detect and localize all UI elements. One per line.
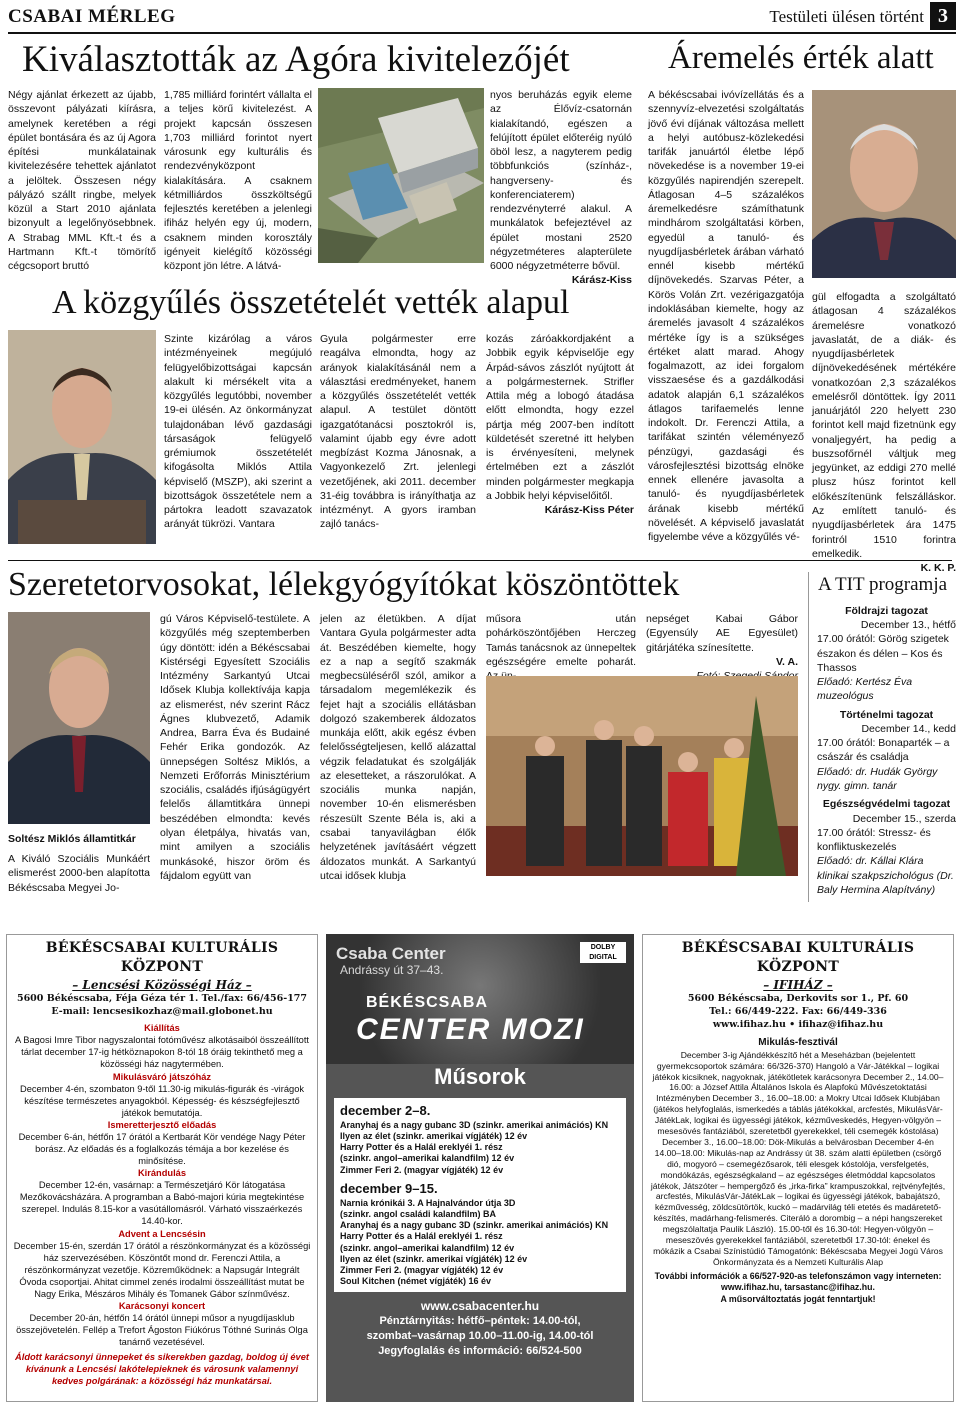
ad-right-address: 5600 Békéscsaba, Derkovits sor 1., Pf. 60 — [687, 993, 909, 1005]
ad-left-item-text: December 20-án, hétfőn 14 órától ünnepi műsor a nyugdíjasklub összejövetelén. Fellép a Trefort Ágoston Fiúkórus Tóthné Surinás Olga tanárnő vezetésével. — [16, 1313, 308, 1348]
mozi-list1 — [340, 1120, 620, 1176]
tit-block-2 — [817, 708, 956, 794]
ad-left-title: BÉKÉSCSABAI KULTURÁLIS KÖZPONT — [45, 940, 279, 976]
agora-rendering-image — [318, 88, 484, 263]
group-photo — [486, 676, 798, 876]
mozi-hours2: szombat–vasárnap 10.00–11.00-ig, 14.00-tól — [366, 1329, 594, 1342]
movie-item: Ilyen az élet (szinkr. amerikai vígjáték) 12 év — [340, 1253, 528, 1264]
tit-heading: Történelmi tagozat — [839, 708, 934, 721]
szeretet-col3: jelen az életükben. A díjat Vantara Gyula polgármester adta át. Beszédében kiemelte, hogy ez a nap a segítő szakmák megbecsüléséről szól, amikor a társadalom megemlékezik és fejet hajt a szociális ellátásban dolgozó szakemberek áldozatos munkája előtt, akik egész évben felelősségteljesen, kellő alázattal végzik feladatukat és szolgálják az elesetteket, a rászorulókat. A szociális munka napján, november 10-én elismerésben részesült Szente Béla is, aki a csabai tanyavilágban élők helyzetének javításáért végzett áldozatos munkát. A Sarkantyú utcai idősek klubja — [320, 613, 476, 882]
szarvas-peter-photo — [812, 90, 956, 278]
aremeles-headline: Áremelés érték alatt — [668, 40, 934, 76]
kozgyules-signature: Kárász-Kiss Péter — [544, 504, 634, 517]
agora-signature: Kárász-Kiss — [571, 274, 632, 287]
movie-item: Harry Potter és a Halál ereklyéi 1. rész — [340, 1142, 503, 1153]
ad-right-title: BÉKÉSCSABAI KULTURÁLIS KÖZPONT — [681, 940, 915, 976]
ad-right-rights: A műsorváltoztatás jogát fenntartjuk! — [720, 1293, 876, 1304]
tit-date: December 14., kedd — [861, 722, 956, 735]
aremeles-signature: K. K. P. — [920, 562, 956, 575]
tit-speaker: Előadó: dr. Kállai Klára klinikai szakpszichológus (Dr. Baly Hermina Alapítvány) — [817, 855, 954, 896]
movie-item: Aranyhaj és a nagy gubanc 3D (szinkr. amerikai animációs) KN — [340, 1220, 609, 1230]
mozi-week2: december 9–15. — [340, 1180, 438, 1196]
szeretet-col4: műsora után pohárköszöntőjében Herczeg Tamás tanácsnok az ünnepeltek egészségére emelte poharát. — [486, 613, 637, 668]
ad-left-item-text: December 12-én, vasárnap: a Természetjáró Kör látogatása Mezőkovácsházára. A programban a Babó-majori kúria megtekintése szerepel. Indulás 8.15-kor a vasútállomásról. Várható visszaérkezés 14.40-kor. — [19, 1180, 305, 1227]
section-divider — [8, 560, 952, 561]
mozi-logo: CENTER MOZI — [356, 1013, 585, 1046]
ad-left-item-heading: Advent a Lencsésin — [118, 1228, 206, 1239]
movie-item: Harry Potter és a Halál ereklyéi 1. rész — [340, 1231, 503, 1242]
tit-title: A TIT programja — [817, 574, 948, 595]
ad-left-item-text: December 6-án, hétfőn 17 órától a Kertbarát Kör vendége Nagy Péter borász. Az előadás és a foglalkozás témája a bor kezelése és minősítése. — [18, 1131, 306, 1167]
agora-col3-text: nyos beruházás egyik eleme az Élővíz-csatornán kialakítandó, egészen a felújított épület előteréig nyúló öböl lesz, a nagyterem pedig többfunkciós (színház-, hangverseny- és konferenciaterem) rendezvényterré alakul. A munkálatok befejeztével az épület mostani 2520 négyzetméteres alapterülete 6000 négyzetméterre bővül. — [490, 89, 632, 273]
center-mozi-ad — [326, 934, 634, 1402]
aremeles-col2-text: gül elfogadta a szolgáltató átlagosan 4 százalékos áremelésre vonatkozó javaslatát, de a diák- és nyugdíjasbérletek díjnövekedésének mértékére vonatkozóan 2,3 százalékos emelésről döntöttek. Így 2011 januárjától 220 helyett 230 forintot kell majd fizetnünk egy vonaljegyért, ha pedig a buszsofőrnél váltjuk meg jegyünket, az eddigi 270 mellé plusz húsz forintot kell előkészítenünk felszálláskor. Az említett tanuló- és nyugdíjasbérletek ára 1475 forintról 1510 forintra emelkedik. — [812, 291, 956, 560]
mozi-week1: december 2–8. — [340, 1102, 431, 1118]
movie-item: Zimmer Feri 2. (magyar vígjáték) 12 év — [340, 1164, 504, 1175]
ad-left-item-text: December 4-én, szombaton 9-től 11.30-ig mikulás-figurák és -virágok készítése természetes anyagokból. Képesség- és készségfejlesztő játékok bemutatója. — [19, 1083, 305, 1118]
tit-date: December 13., hétfő — [860, 619, 956, 632]
ad-left-closing: Áldott karácsonyi ünnepeket és sikerekben gazdag, boldog új évet kívánunk a Lencsési lakótelepieknek és városunk valamennyi kedves polgárának: a közösségi ház munkatársai. — [15, 1352, 309, 1387]
szeretet-col5 — [646, 612, 798, 683]
tit-speaker: Előadó: Kertész Éva muzeológus — [817, 676, 913, 703]
tit-block-3 — [817, 797, 956, 897]
agora-col1: Négy ajánlat érkezett az újabb, összevont pályázati kiírásra, amelynek keretében a régi épület bontására és az új Agora építési munkálatainak kivitelezésére tehettek ajánlatot a jelöltek. Összesen négy pályázó szállt ringbe, melyek közül a Start 2010 ajánlata bizonyult a legelőnyösebbnek. A Strabag MML Kft.-t és a Hartmann Kft.-t tömörítő cégcsoport bruttó — [8, 89, 156, 273]
movie-item: (szinkr. angol–amerikai kalandfilm) 12 év — [340, 1153, 515, 1164]
ad-right-phone: Tel.: 66/449-222. Fax: 66/449-336 — [709, 1006, 887, 1018]
ad-left-address: 5600 Békéscsaba, Féja Géza tér 1. Tel./fax: 66/456-177 — [16, 993, 308, 1005]
movie-item: Soul Kitchen (német vígjáték) 16 év — [340, 1276, 492, 1287]
ad-left-item-heading: Ismeretterjesztő előadás — [107, 1119, 217, 1130]
tit-box — [808, 572, 956, 902]
ad-left-item-heading: Karácsonyi koncert — [118, 1300, 206, 1311]
movie-item: Ilyen az élet (szinkr. amerikai vígjáték) 12 év — [340, 1130, 528, 1141]
kozgyules-col3-text: kozás záróakkordjaként a Jobbik egyik képviselője egy Árpád-sávos zászlót nyújtott át a polgármesternek. Strifler Attila még a lobogó átadása előtt elmondta, hogy ezzel pártja még 2007-ben indított küldetését szeretné itt helyben is érvényesíteni, melynek értelmében ezt a zászlót minden polgármester megkapja a Jobbik helyi képviselőitől. — [486, 333, 634, 502]
movie-item: Aranyhaj és a nagy gubanc 3D (szinkr. amerikai animációs) KN — [340, 1119, 609, 1130]
header-rule — [8, 32, 956, 34]
mozi-info: Jegyfoglalás és információ: 66/524-500 — [378, 1344, 582, 1357]
tit-text: 17.00 órától: Görög szigetek északon és délen – Kos és Thassos — [817, 633, 949, 674]
mozi-banner — [326, 934, 634, 1064]
ad-right-web[interactable]: www.ifihaz.hu • ifihaz@ifihaz.hu — [712, 1019, 884, 1031]
ad-left-items — [13, 1022, 311, 1348]
mozi-url[interactable]: www.csabacenter.hu — [420, 1298, 540, 1313]
szeretet-col2: gú Város Képviselő-testülete. A közgyűlés még szeptemberben úgy döntött: idén a Békéscsabai Kistérségi Egyesített Szociális Intézmény Sarkantyú Utcai Idősek Klubja kollektívája kapja az elismerést, név szerint Rácz Ágnes klubvezető, Adamik Andrea, Barra Éva és Budainé Fehér Erika gondozók. Az ünnepségen Soltész Miklós, a Nemzeti Erőforrás Minisztérium szociális, családés ifjúságügyért felelős államtitkára ünnepi beszédében elmondta: kevés olyan életpálya, hivatás van, mint amilyen a szociális munkásoké, hiszor öröm és fájdalom együtt van — [160, 613, 310, 882]
page-number: 3 — [930, 2, 956, 30]
movie-item: Narnia krónikái 3. A Hajnalvándor útja 3D — [340, 1197, 516, 1208]
tit-block-1 — [817, 604, 956, 704]
mozi-city: BÉKÉSCSABA — [366, 994, 489, 1011]
mozi-schedule — [334, 1098, 626, 1292]
tit-speaker: Előadó: dr. Hudák György nygy. gimn. tanár — [817, 765, 938, 793]
szeretet-col5-text: nepséget Kabai Gábor (Egyensúly AE Egyesület) gitárjátéka színesítette. — [646, 613, 798, 654]
szeretet-signature: V. A. — [776, 655, 798, 668]
mozi-list2 — [340, 1198, 620, 1288]
agora-col2: 1,785 milliárd forintért vállalta el a teljes körű kivitelezést. A projekt kapcsán összesen 1,703 milliárd forintot nyert városunk egy kulturális és rendezvényközpont kialakítására. A csaknem kétmilliárdos összköltségű fejlesztés keretében a jelenlegi ifiház helyén egy új, modern, csaknem minden korosztály igényeit kielégítő közösségi központ jön létre. A látvá- — [164, 89, 312, 273]
lencsesi-ad — [6, 934, 318, 1402]
ad-right-subtitle: – IFIHÁZ – — [763, 978, 833, 993]
ifihaz-ad — [642, 934, 954, 1402]
ad-left-item-heading: Mikulásváró játszóház — [112, 1071, 212, 1082]
mozi-address: Andrássy út 37–43. — [340, 963, 444, 977]
dolby-logo: DOLBY DIGITAL — [580, 942, 626, 963]
movie-item: Zimmer Feri 2. (magyar vígjáték) 12 év — [340, 1265, 504, 1275]
tit-date: December 15., szerda — [852, 812, 956, 825]
ad-left-item-text: December 15-én, szerdán 17 órától a részönkormányzat és a közösségi ház szervezésében. Köszöntőt mond dr. Ferenczi Attila, a részönkormányzat vezetője. Közreműködnek: a Napsugár Integrált Óvoda csoportjai. Ahitat cimmel zenés irodalmi összeállítást mutat be Nagy Erika, Mészáros Mihály és Tomanek Gábor színművész. — [13, 1240, 311, 1299]
tit-text: 17.00 órától: Bonaparték – a császár és családja — [817, 737, 950, 764]
tit-text: 17.00 órától: Stressz- és konfliktuskezelés — [817, 826, 931, 854]
ad-left-subtitle: – Lencsési Közösségi Ház – — [72, 978, 252, 993]
ad-right-body: December 3-ig Ajándékkészítő hét a Meseházban (bejelentett gyermekcsoportok számára: 66/326-370) Hangoló a Vár-Játékkal – logikai játékok kicsiknek, nagyoknak, játékötletek karácsonyra December 2., 14.00–16.00: a József Attila Általános Iskola és Alapfokú Művészetoktatási Intézményben December 3., 16.00–18.00: a Mokry Utcai Idősek Klubjában (játékos helyfoglalás, ismerkedés a táblás játékokkal, arcfestés, MikulásVár-JátékLak, logikai és ügyességi játékok, kézműveskedés, Hegyen-völgyön – mesesövés fantáziából, szeretetből gyerekekkel, téli csemegék kóstolása) December 3., 16.00–18.00: Dök-Mikulás a belvárosban December 4-én 14.00–18.00: Mikulás-nap az Andrássy út 38. szám alatti épületben (csörgő dió, mogyoró – csemegézősarok, téli elesgek kóstolója, versfelgetés, mondókázás, egészségkaland – az egészséges életmóddal kapcsolatos játékok, Játszóter – hempergőző és „irka-firka” krampuszokkal, rejtvényfejtés, arcfestés, MikulásVár-JátékLak – logikai és ügyességi játékok, babajátszó, kézművesség, zöldcsütörtök, kuckó – madárvilág téli etetés és madáretető-készítés, madárhang-felismerés. Citeráló a dorombig – a népi hangszereket megszólaltatja Paulik László). 15.00-től és 16.30-tól: Hegyen-völgyön – meseszövés gyerekekkel fantáziából, szeretetből 17.30-tól: énekel és mókázik a Csabai Színistúdió Támogatónk: Békéscsaba Megyei Jogú Város Önkormányzata és a Nemzeti Kulturális Alap — [650, 1049, 946, 1267]
agora-col3 — [490, 88, 632, 288]
movie-item: (szinkr. angol családi kalandfilm) BA — [340, 1208, 497, 1219]
movie-item: (szinkr. angol–amerikai kalandfilm) 12 év — [340, 1242, 515, 1253]
kozgyules-col3 — [486, 332, 634, 517]
soltesz-miklos-photo — [8, 612, 150, 824]
agora-headline: Kiválasztották az Agóra kivitelezőjét — [22, 39, 570, 80]
ad-left-email: E-mail: lencsesikozhaz@mail.globonet.hu — [51, 1006, 273, 1018]
mozi-musor: Műsorok — [434, 1064, 526, 1089]
aremeles-col1: A békéscsabai ivóvízellátás és a szennyvíz-elvezetési szolgáltatás jövő évi díjának változása mellett a helyi autóbusz-közlekedési tarifák januártól életbe lépő növekedése is a november 19-ei közgyűlés napirendjén szerepelt. Átlagosan 4–5 százalékos áremelkedésre számíthatunk mindhárom szolgáltatási körben, egyedül a tanuló- és nyugdíjasbérletek árában várható ennél kisebb mértékű díjnövekedés. Szarvas Péter, a Körös Volán Zrt. vezérigazgatója indoklásában kiemelte, hogy az áremelés javasolt 4 százalékos mértéke így is a szükséges értéket alatt marad. Ahogy fogalmazott, az idei forgalom visszaesése és a gazdálkodási adatok alapján 6,1 százalékos átlagos tarifaemelés lenne indokolt. Dr. Ferenczi Attila, a tarifákat szintén véleményező pénzügyi, gazdasági és városfejlesztési bizottság elnöke ennek ellenére javasolta a tanuló- és nyugdíjasbérletek árának kisebb mértékű növelését. A képviselő javaslatát figyelembe véve a közgyűlés vé- — [648, 89, 804, 544]
szeretet-col1: A Kiváló Szociális Munkáért elismerést 2000-ben alapította Békéscsaba Megyei Jo- — [8, 853, 150, 894]
kozgyules-col1: Szinte kizárólag a város intézményeinek megújuló felügyelőbizottságai kapcsán alakult ki mérsékelt vita a közgyűlés legutóbbi, november 19-ei ülésén. Az önkormányzat tulajdonában lévő gazdasági társaságok felügyelő grémiumok összetételét kifogásolta Miklós Attila képviselő (MSZP), aki szerint a bizottságok összetétele nem a pártokra leadott szavazatok arányát tükrözi. Vantara — [164, 333, 312, 531]
section-subtitle: Testületi ülésen történt — [769, 7, 924, 26]
photo-caption: Soltész Miklós államtitkár — [8, 833, 136, 845]
szeretet-headline: Szeretetorvosokat, lélekgyógyítókat köszöntöttek — [8, 566, 680, 603]
mozi-location: Csaba Center — [336, 944, 446, 963]
aremeles-col2 — [812, 290, 956, 575]
kozgyules-headline: A közgyűlés összetételét vették alapul — [52, 284, 570, 321]
ad-left-item-heading: Kiállítás — [144, 1023, 180, 1034]
vantara-gyula-photo — [8, 330, 156, 544]
ad-left-item-heading: Kirándulás — [137, 1168, 187, 1179]
ad-left-item-text: A Bagosi Imre Tibor nagyszalontai fotóművész alkotásaiból összeállított tárlat december 17-ig hétköznapokon 8-tól 18 óráig tekinthető meg a közösségi ház nagytermében. — [14, 1035, 310, 1070]
ad-right-more: További információk a 66/527-920-as telefonszámon vagy interneten: www.ifihaz.hu, tarsastanc@ifihaz.hu. — [654, 1270, 942, 1293]
ad-right-fest: Mikulás-fesztivál — [758, 1037, 838, 1049]
section-title: CSABAI MÉRLEG — [8, 6, 176, 27]
mozi-hours1: Pénztárnyitás: hétfő–péntek: 14.00-tól, — [379, 1314, 581, 1327]
tit-heading: Egészségvédelmi tagozat — [822, 798, 951, 811]
tit-heading: Földrajzi tagozat — [845, 604, 928, 617]
kozgyules-col2: Gyula polgármester erre reagálva elmondta, hogy az arányok kialakításánál nem a választási eredményeket, hanem a közgyűlés összetételét vették alapul. A testület döntött igazgatótanácsi posztokról is, valamint újabb egy évre adott megbízást Kozma Jánosnak, a Vagyonkezelő Zrt. jelenlegi vezetőjének, aki 2011. december 31-éig továbbra is irányíthatja az intézményt. A gyors iramban zajló tanács- — [320, 333, 476, 531]
